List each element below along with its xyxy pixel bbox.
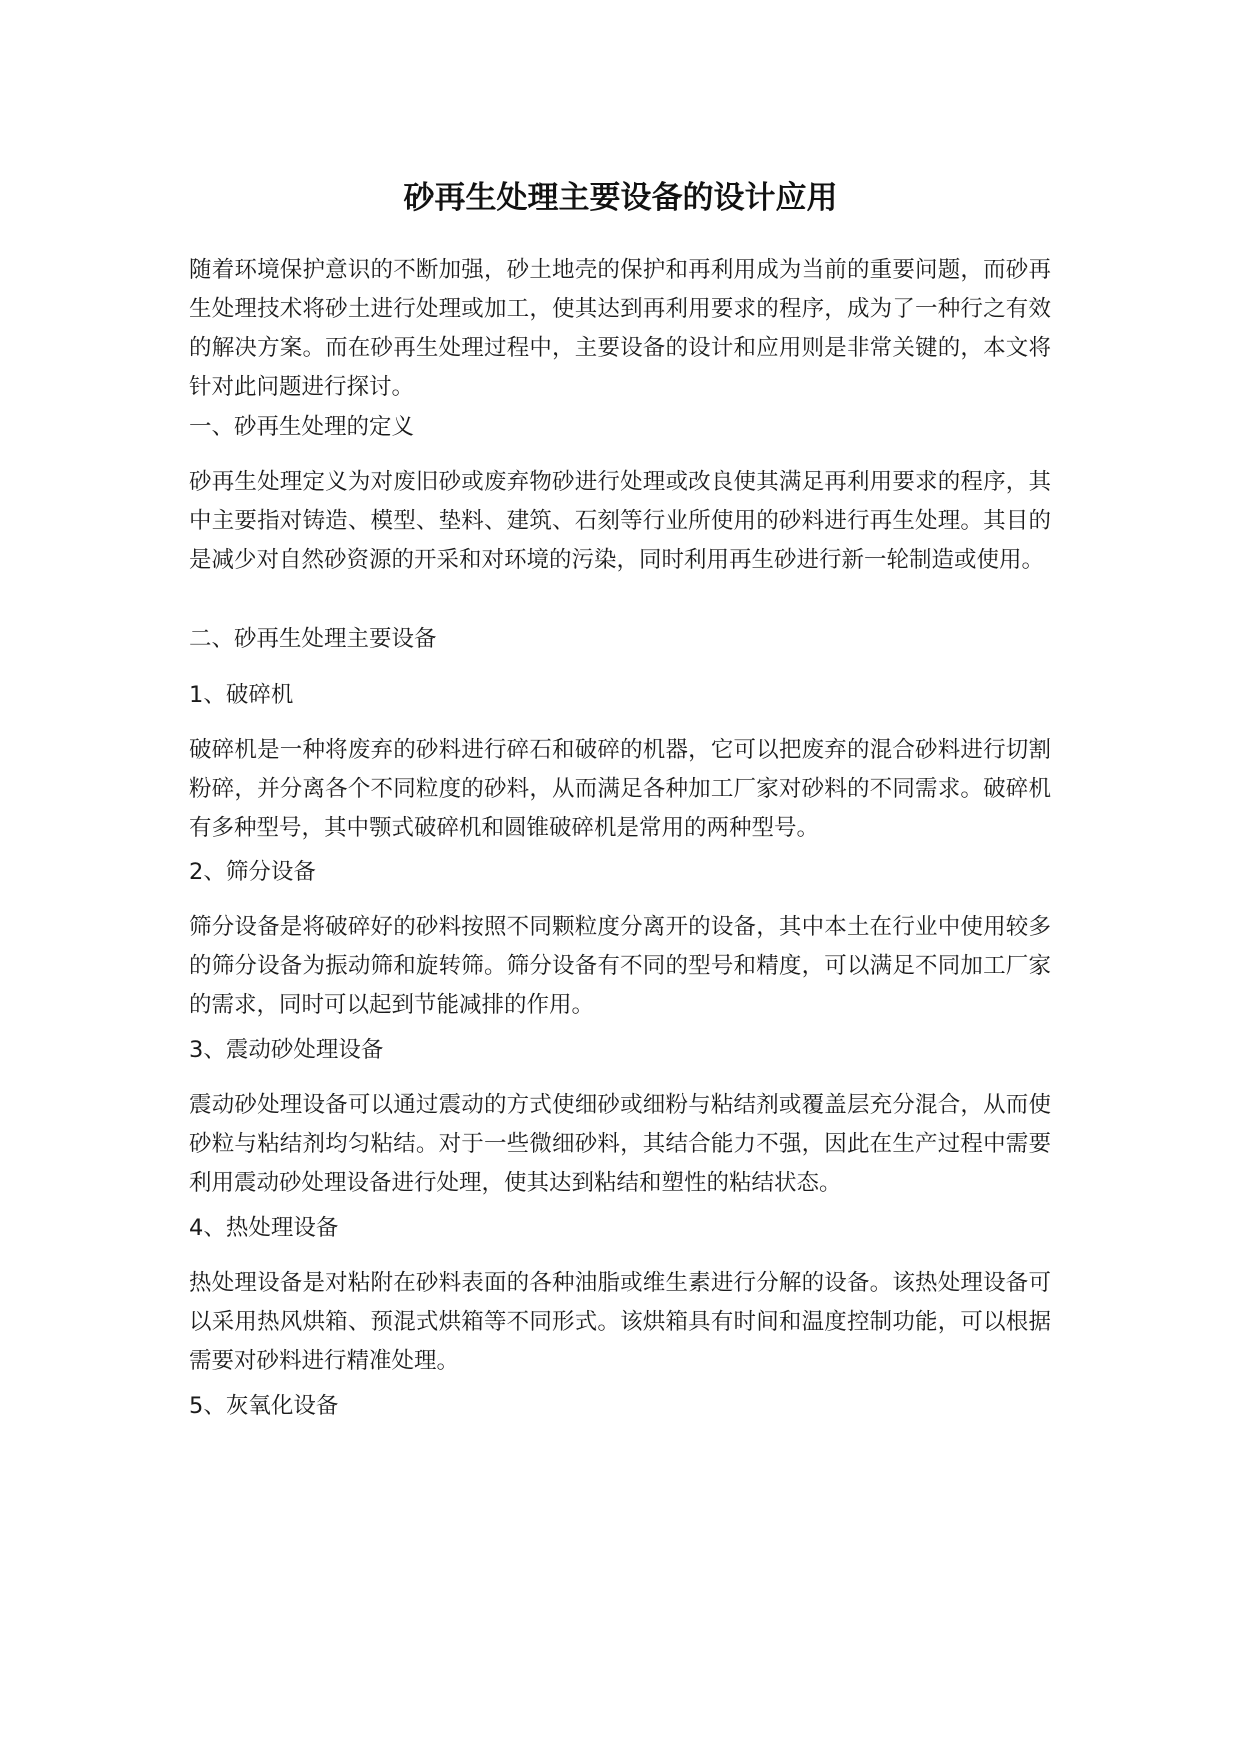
subheading-vibration: 3、震动砂处理设备 [189,1037,384,1063]
screening-paragraph: 筛分设备是将破碎好的砂料按照不同颗粒度分离开的设备，其中本土在行业中使用较多的筛分设备为振动筛和旋转筛。筛分设备有不同的型号和精度，可以满足不同加工厂家的需求，同时可以起到节能减排的作用。 [189,914,1051,1018]
vibration-paragraph: 震动砂处理设备可以通过震动的方式使细砂或细粉与粘结剂或覆盖层充分混合，从而使砂粒与粘结剂均匀粘结。对于一些微细砂料，其结合能力不强，因此在生产过程中需要利用震动砂处理设备进行处理，使其达到粘结和塑性的粘结状态。 [189,1092,1051,1196]
definition-paragraph: 砂再生处理定义为对废旧砂或废弃物砂进行处理或改良使其满足再利用要求的程序，其中主要指对铸造、模型、垫料、建筑、石刻等行业所使用的砂料进行再生处理。其目的是减少对自然砂资源的开采和对环境的污染，同时利用再生砂进行新一轮制造或使用。 [189,469,1051,573]
subheading-ash-oxidation: 5、灰氧化设备 [189,1393,339,1419]
subheading-crusher: 1、破碎机 [189,682,294,708]
page-title: 砂再生处理主要设备的设计应用 [403,180,838,216]
section-heading-equipment: 二、砂再生处理主要设备 [189,626,437,652]
subheading-heat-treatment: 4、热处理设备 [189,1215,339,1241]
intro-paragraph: 随着环境保护意识的不断加强，砂土地壳的保护和再利用成为当前的重要问题，而砂再生处理技术将砂土进行处理或加工，使其达到再利用要求的程序，成为了一种行之有效的解决方案。而在砂再生处理过程中，主要设备的设计和应用则是非常关键的，本文将针对此问题进行探讨。 [189,257,1051,400]
subheading-screening: 2、筛分设备 [189,859,316,885]
section-heading-definition: 一、砂再生处理的定义 [189,414,415,440]
heat-treatment-paragraph: 热处理设备是对粘附在砂料表面的各种油脂或维生素进行分解的设备。该热处理设备可以采用热风烘箱、预混式烘箱等不同形式。该烘箱具有时间和温度控制功能，可以根据需要对砂料进行精准处理。 [189,1270,1051,1374]
crusher-paragraph: 破碎机是一种将废弃的砂料进行碎石和破碎的机器，它可以把废弃的混合砂料进行切割粉碎，并分离各个不同粒度的砂料，从而满足各种加工厂家对砂料的不同需求。破碎机有多种型号，其中颚式破碎机和圆锥破碎机是常用的两种型号。 [189,737,1051,841]
